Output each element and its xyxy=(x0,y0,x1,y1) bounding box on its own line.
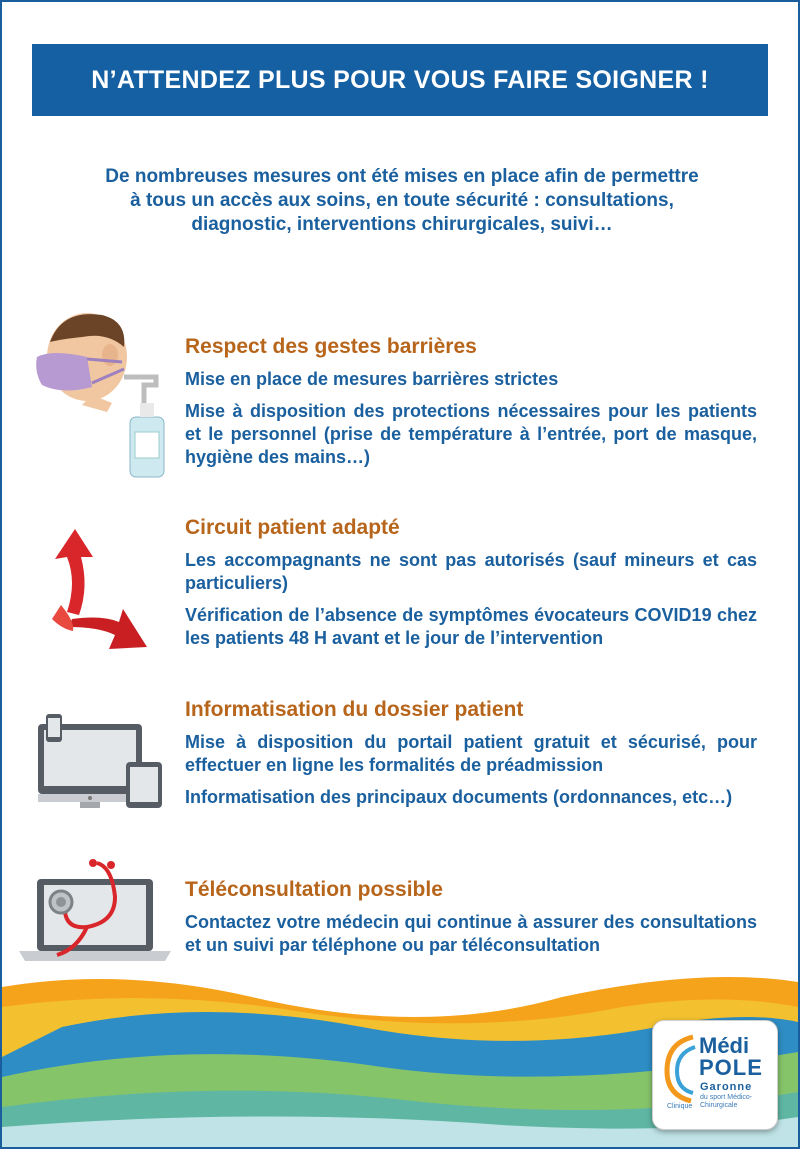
section-item: Mise à disposition des protections nécessaires pour les patients et le personnel (prise de température à l’entrée, port de masque, hygiène des mains…) xyxy=(185,401,757,467)
section-item: Les accompagnants ne sont pas autorisés (sauf mineurs et cas particuliers) xyxy=(185,550,757,593)
section-title: Circuit patient adapté xyxy=(185,516,400,539)
medipole-logo xyxy=(652,1020,778,1130)
intro-text: De nombreuses mesures ont été mises en place afin de permettre à tous un accès aux soins, en toute sécurité : consultations, diagnostic, interventions chirurgicales, suivi… xyxy=(105,166,699,235)
logo-arc-icon xyxy=(661,1033,701,1103)
section-teleconsultation xyxy=(185,878,757,966)
section-item: Mise à disposition du portail patient gratuit et sécurisé, pour effectuer en ligne les formalités de préadmission xyxy=(185,732,757,775)
section-gestes-barrieres xyxy=(185,335,757,478)
mask-sanitizer-illustration xyxy=(32,307,172,482)
logo-garonne: Garonne xyxy=(700,1081,753,1093)
section-title: Respect des gestes barrières xyxy=(185,335,477,358)
section-item: Mise en place de mesures barrières strictes xyxy=(185,369,559,389)
section-item: Contactez votre médecin qui continue à assurer des consultations et un suivi par téléphone ou par téléconsultation xyxy=(185,912,757,955)
logo-pole: POLE xyxy=(699,1055,763,1080)
page-title: N’ATTENDEZ PLUS POUR VOUS FAIRE SOIGNER ! xyxy=(32,44,768,116)
logo-medi: Médi xyxy=(699,1033,750,1058)
section-title: Informatisation du dossier patient xyxy=(185,698,524,721)
section-item: Informatisation des principaux documents (ordonnances, etc…) xyxy=(185,787,733,807)
section-informatisation xyxy=(185,698,757,818)
section-title: Téléconsultation possible xyxy=(185,878,443,901)
circuit-arrows-illustration xyxy=(47,527,157,657)
section-circuit-patient xyxy=(185,516,757,659)
section-item: Vérification de l’absence de symptômes évocateurs COVID19 chez les patients 48 H avant et le jour de l’intervention xyxy=(185,605,757,648)
teleconsultation-illustration xyxy=(17,857,172,967)
devices-illustration xyxy=(32,712,167,812)
logo-subtitle: du sport Médico-Chirurgicale xyxy=(700,1094,753,1109)
logo-clinique: Clinique xyxy=(667,1103,693,1110)
